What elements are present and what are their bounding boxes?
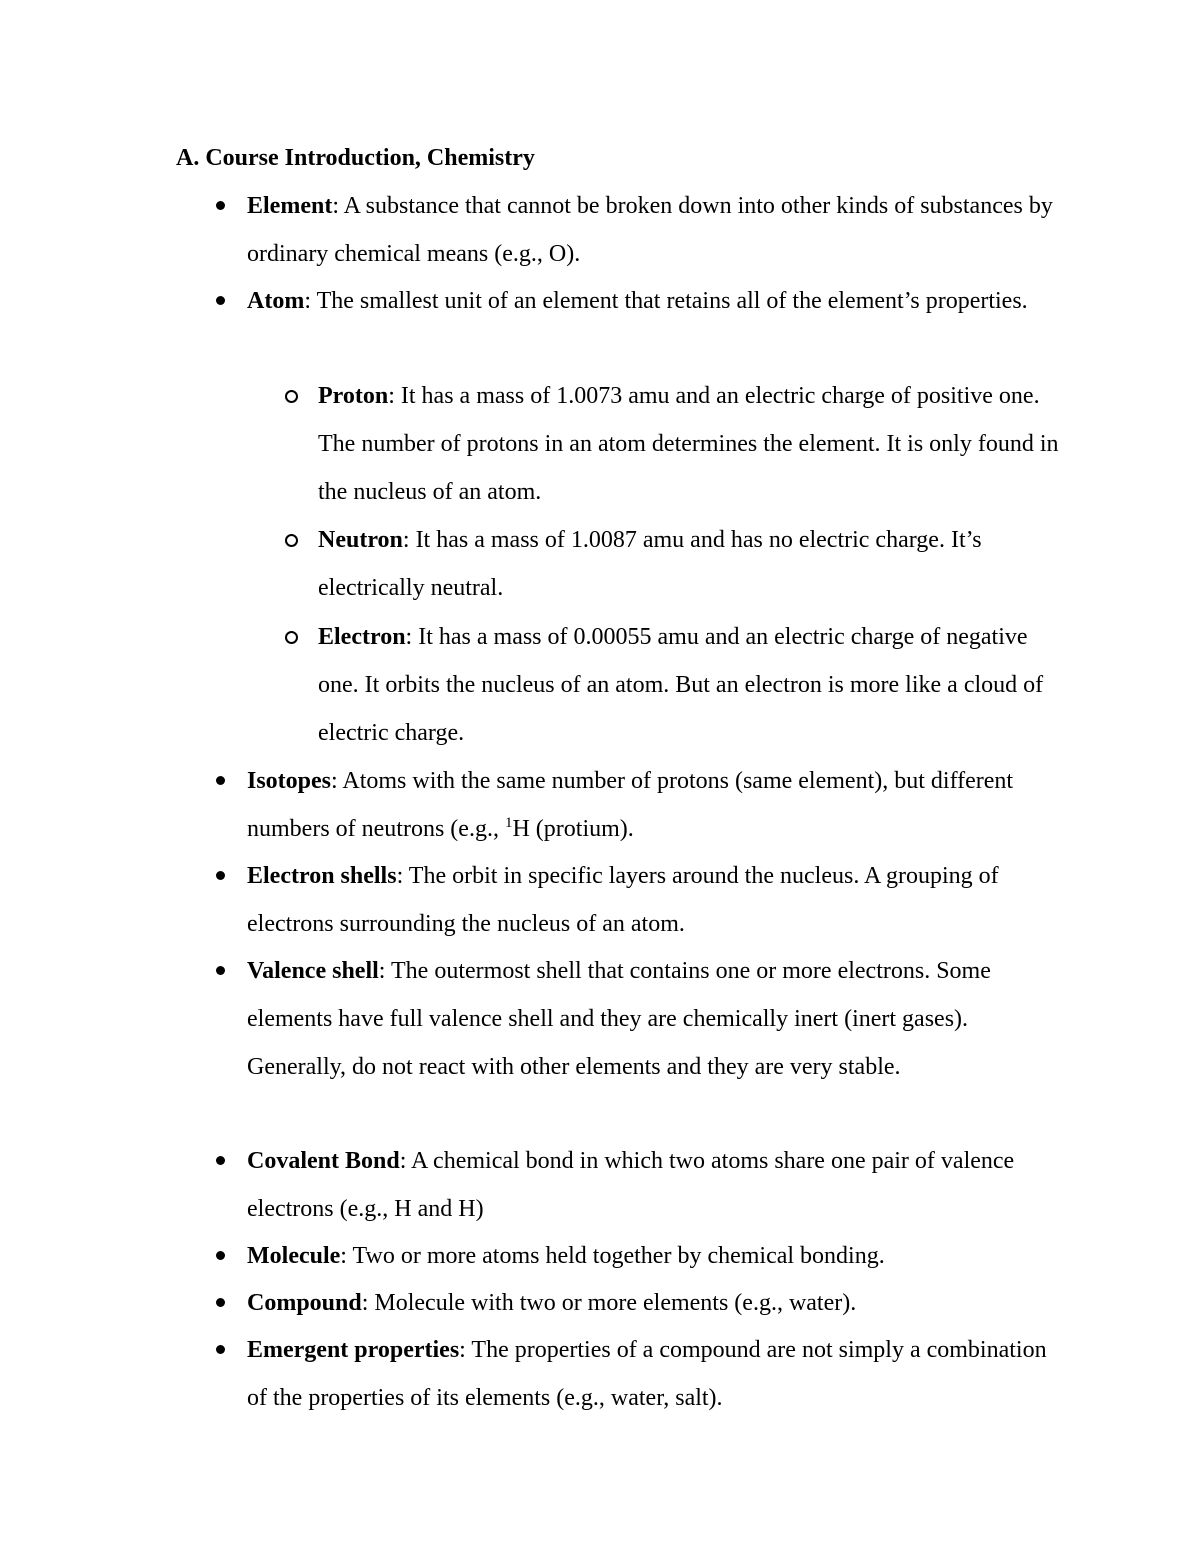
- sublist-item-neutron: [318, 516, 1059, 612]
- term-label: Electron shells: [247, 863, 397, 889]
- list-item-valence-shell: [247, 947, 1059, 1091]
- definition-text: Molecule with two or more elements (e.g., water).: [368, 1290, 857, 1316]
- term-separator: :: [459, 1337, 466, 1363]
- bullet-icon: [216, 1156, 225, 1165]
- list-item-compound: [247, 1279, 1059, 1327]
- term-label: Valence shell: [247, 958, 379, 984]
- list-item-emergent-properties: [247, 1326, 1059, 1422]
- definition-text: It has a mass of 0.00055 amu and an electric charge of negative one. It orbits the nucleus of an atom. But an electron is more like a cloud of electric charge.: [318, 624, 1044, 746]
- term-label: Covalent Bond: [247, 1148, 400, 1174]
- hollow-bullet-icon: [285, 534, 298, 547]
- definition-text: It has a mass of 1.0087 amu and has no electric charge. It’s electrically neutral.: [318, 527, 982, 601]
- bullet-icon: [216, 966, 225, 975]
- definition-text: A chemical bond in which two atoms share one pair of valence electrons (e.g., H and H): [247, 1148, 1015, 1222]
- term-label: Element: [247, 193, 333, 219]
- term-separator: :: [304, 288, 311, 314]
- definition-text: It has a mass of 1.0073 amu and an electric charge of positive one. The number of protons in an atom determines the element. It is only found in the nucleus of an atom.: [318, 383, 1059, 505]
- term-label: Compound: [247, 1290, 362, 1316]
- bullet-icon: [216, 871, 225, 880]
- term-label: Electron: [318, 624, 406, 650]
- hollow-bullet-icon: [285, 631, 298, 644]
- term-separator: :: [331, 768, 338, 794]
- superscript-mass-number: 1: [504, 815, 513, 831]
- term-label: Emergent properties: [247, 1337, 460, 1363]
- bullet-icon: [216, 201, 225, 210]
- definition-text: A substance that cannot be broken down into other kinds of substances by ordinary chemical means (e.g., O).: [247, 193, 1053, 267]
- list-item-covalent-bond: [247, 1137, 1059, 1233]
- definition-text: The outermost shell that contains one or more electrons. Some elements have full valence shell and they are chemically inert (inert gases). Generally, do not react with other elements and they are very stable.: [247, 958, 991, 1080]
- term-separator: :: [340, 1243, 347, 1269]
- term-label: Atom: [247, 288, 305, 314]
- bullet-icon: [216, 1345, 225, 1354]
- bullet-icon: [216, 1298, 225, 1307]
- definition-text-continued: H (protium).: [512, 816, 634, 842]
- term-separator: :: [399, 1148, 407, 1174]
- term-label: Isotopes: [247, 768, 332, 794]
- sublist-item-electron: [318, 613, 1059, 757]
- section-heading: A. Course Introduction, Chemistry: [176, 145, 535, 171]
- definition-text: The smallest unit of an element that retains all of the element’s properties.: [311, 288, 1028, 314]
- hollow-bullet-icon: [285, 390, 298, 403]
- bullet-icon: [216, 776, 225, 785]
- term-separator: :: [378, 958, 386, 984]
- term-label: Proton: [318, 383, 389, 409]
- definition-text: The properties of a compound are not simply a combination of the properties of its elements (e.g., water, salt).: [247, 1337, 1047, 1411]
- list-item-isotopes: [247, 757, 1037, 853]
- term-separator: :: [361, 1290, 369, 1316]
- definition-text: The orbit in specific layers around the nucleus. A grouping of electrons surrounding the nucleus of an atom.: [247, 863, 999, 937]
- list-item-molecule: [247, 1232, 1059, 1280]
- bullet-icon: [216, 296, 225, 305]
- term-separator: :: [388, 383, 395, 409]
- definition-text: Two or more atoms held together by chemical bonding.: [346, 1243, 885, 1269]
- sublist-item-proton: [318, 372, 1059, 516]
- term-label: Neutron: [318, 527, 403, 553]
- term-separator: :: [332, 193, 339, 219]
- term-separator: :: [402, 527, 410, 553]
- term-label: Molecule: [247, 1243, 341, 1269]
- bullet-icon: [216, 1251, 225, 1260]
- list-item-element: [247, 182, 1059, 278]
- list-item-electron-shells: [247, 852, 1059, 948]
- term-separator: :: [396, 863, 404, 889]
- definition-text: Atoms with the same number of protons (same element), but different numbers of neutrons (e.g.,: [247, 768, 1014, 842]
- term-separator: :: [405, 624, 413, 650]
- list-item-atom: [247, 277, 1059, 325]
